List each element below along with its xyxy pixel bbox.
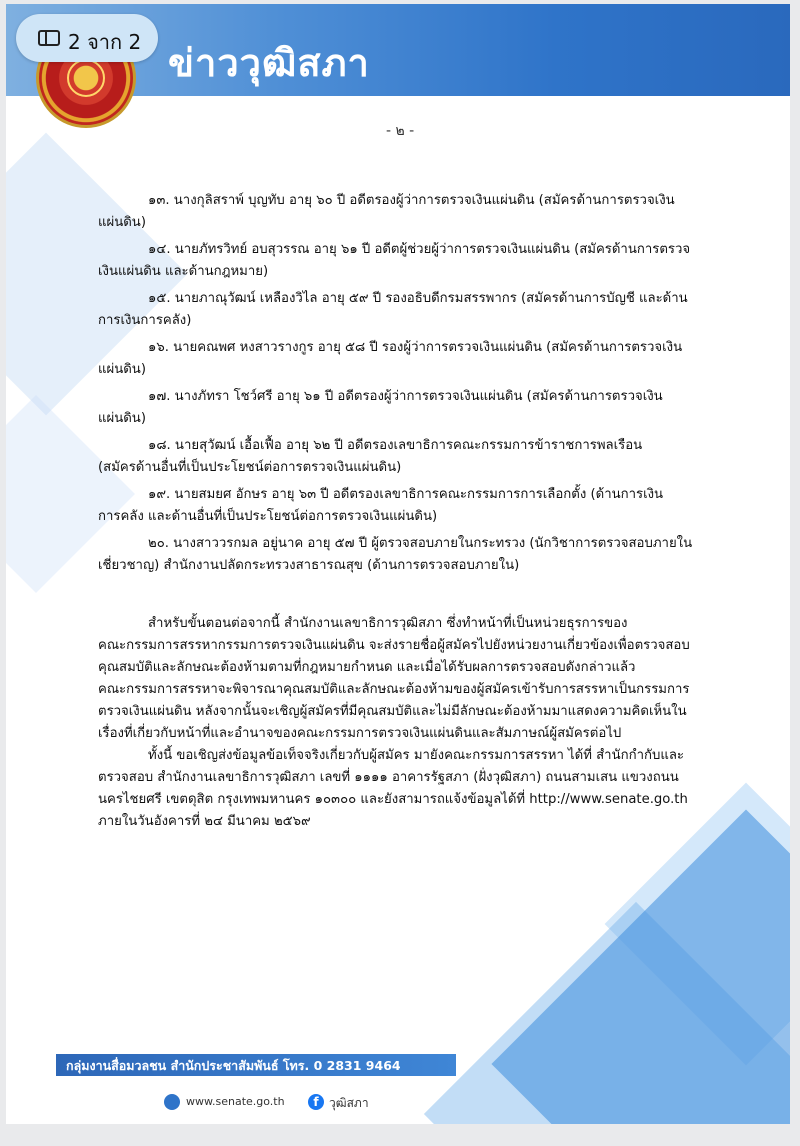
list-item	[98, 337, 734, 381]
sidebar-icon	[38, 30, 60, 46]
list-item-line: ๑๖. นายคณพศ หงสาวรางกูร อายุ ๕๘ ปี รองผู้ว่าการตรวจเงินแผ่นดิน (สมัครด้านการตรวจเงิน	[148, 340, 683, 355]
list-item-line: ๑๕. นายภาณุวัฒน์ เหลืองวิไล อายุ ๕๙ ปี รองอธิบดีกรมสรรพากร (สมัครด้านการบัญชี และด้าน	[148, 291, 688, 306]
list-item-line: เงินแผ่นดิน และด้านกฎหมาย)	[98, 264, 269, 279]
list-item	[98, 533, 734, 577]
list-item-line: ๑๔. นายภัทรวิทย์ อบสุวรรณ อายุ ๖๑ ปี อดีตผู้ช่วยผู้ว่าการตรวจเงินแผ่นดิน (สมัครด้านการตรวจ	[148, 242, 691, 257]
list-item	[98, 435, 734, 479]
globe-icon	[164, 1094, 180, 1110]
document-page	[6, 4, 790, 1124]
list-item	[98, 386, 734, 430]
list-item-line: (สมัครด้านอื่นที่เป็นประโยชน์ต่อการตรวจเงินแผ่นดิน)	[98, 460, 402, 475]
list-item-line: ๒๐. นางสาววรกมล อยู่นาค อายุ ๕๗ ปี ผู้ตรวจสอบภายในกระทรวง (นักวิชาการตรวจสอบภายใน	[148, 536, 693, 551]
header-title: ข่าววุฒิสภา	[168, 41, 370, 85]
footer-website[interactable]: www.senate.go.th	[186, 1095, 285, 1108]
list-item-line: ๑๙. นายสมยศ อักษร อายุ ๖๓ ปี อดีตรองเลขาธิการคณะกรรมการการเลือกตั้ง (ด้านการเงิน	[148, 487, 664, 502]
page-indicator-label: 2 จาก 2	[68, 30, 142, 54]
background-decoration	[491, 809, 790, 1124]
list-item-line: แผ่นดิน)	[98, 362, 146, 377]
page-number: - ๒ -	[386, 123, 415, 139]
footer-contact: กลุ่มงานสื่อมวลชน สำนักประชาสัมพันธ์ โทร. 0 2831 9464	[66, 1058, 401, 1073]
list-item	[98, 190, 734, 234]
paragraph-line: เรื่องที่เกี่ยวกับหน้าที่และอำนาจของคณะกรรมการตรวจเงินแผ่นดินและสัมภาษณ์ผู้สมัครต่อไป	[98, 726, 622, 741]
page-indicator[interactable]	[16, 14, 158, 62]
list-item-line: การคลัง และด้านอื่นที่เป็นประโยชน์ต่อการตรวจเงินแผ่นดิน)	[98, 509, 438, 524]
paragraph-line: คุณสมบัติและลักษณะต้องห้ามตามที่กฎหมายกำหนด และเมื่อได้รับผลการตรวจสอบดังกล่าวแล้ว	[98, 660, 636, 675]
paragraph-line: สำหรับขั้นตอนต่อจากนี้ สำนักงานเลขาธิการวุฒิสภา ซึ่งทำหน้าที่เป็นหน่วยธุรการของ	[148, 616, 628, 631]
list-item-line: ๑๗. นางภัทรา โชว์ศรี อายุ ๖๑ ปี อดีตรองผู้ว่าการตรวจเงินแผ่นดิน (สมัครด้านการตรวจเงิน	[148, 389, 663, 404]
list-item-line: ๑๘. นายสุวัฒน์ เอื้อเฟื้อ อายุ ๖๒ ปี อดีตรองเลขาธิการคณะกรรมการข้าราชการพลเรือน	[148, 438, 643, 453]
paragraph-line: คณะกรรมการสรรหากรรมการตรวจเงินแผ่นดิน จะส่งรายชื่อผู้สมัครไปยังหน่วยงานเกี่ยวข้องเพื่อตรวจสอบ	[98, 638, 690, 653]
paragraph-line: ทั้งนี้ ขอเชิญส่งข้อมูลข้อเท็จจริงเกี่ยวกับผู้สมัคร มายังคณะกรรมการสรรหา ได้ที่ สำนักกำกับและ	[148, 748, 684, 763]
paragraph-next-steps	[98, 613, 734, 745]
facebook-icon: f	[308, 1094, 324, 1110]
list-item-line: แผ่นดิน)	[98, 215, 146, 230]
document-body	[98, 190, 734, 833]
paragraph-contact	[98, 745, 734, 833]
list-item	[98, 239, 734, 283]
paragraph-line: ภายในวันอังคารที่ ๒๔ มีนาคม ๒๕๖๙	[98, 814, 311, 829]
paragraph-line: ตรวจเงินแผ่นดิน หลังจากนั้นจะเชิญผู้สมัครที่มีคุณสมบัติและไม่มีลักษณะต้องห้ามมาแสดงความคิดเห็นใน	[98, 704, 687, 719]
list-item	[98, 288, 734, 332]
list-item-line: เชี่ยวชาญ) สำนักงานปลัดกระทรวงสาธารณสุข (ด้านการตรวจสอบภายใน)	[98, 558, 520, 573]
paragraph-line: นครไชยศรี เขตดุสิต กรุงเทพมหานคร ๑๐๓๐๐ และยังสามารถแจ้งข้อมูลได้ที่ http://www.senate.go.th	[98, 792, 688, 807]
paragraph-line: คณะกรรมการสรรหาจะพิจารณาคุณสมบัติและลักษณะต้องห้ามของผู้สมัครเข้ารับการสรรหาเป็นกรรมการ	[98, 682, 690, 697]
list-item-line: แผ่นดิน)	[98, 411, 146, 426]
list-item-line: การเงินการคลัง)	[98, 313, 192, 328]
list-item	[98, 484, 734, 528]
paragraph-line: ตรวจสอบ สำนักงานเลขาธิการวุฒิสภา เลขที่ ๑๑๑๑ อาคารรัฐสภา (ฝั่งวุฒิสภา) ถนนสามเสน แขวงถนน	[98, 770, 679, 785]
footer-facebook[interactable]: วุฒิสภา	[329, 1096, 369, 1110]
list-item-line: ๑๓. นางกุลิสราพ์ บุญทับ อายุ ๖๐ ปี อดีตรองผู้ว่าการตรวจเงินแผ่นดิน (สมัครด้านการตรวจเงิน	[148, 193, 675, 208]
